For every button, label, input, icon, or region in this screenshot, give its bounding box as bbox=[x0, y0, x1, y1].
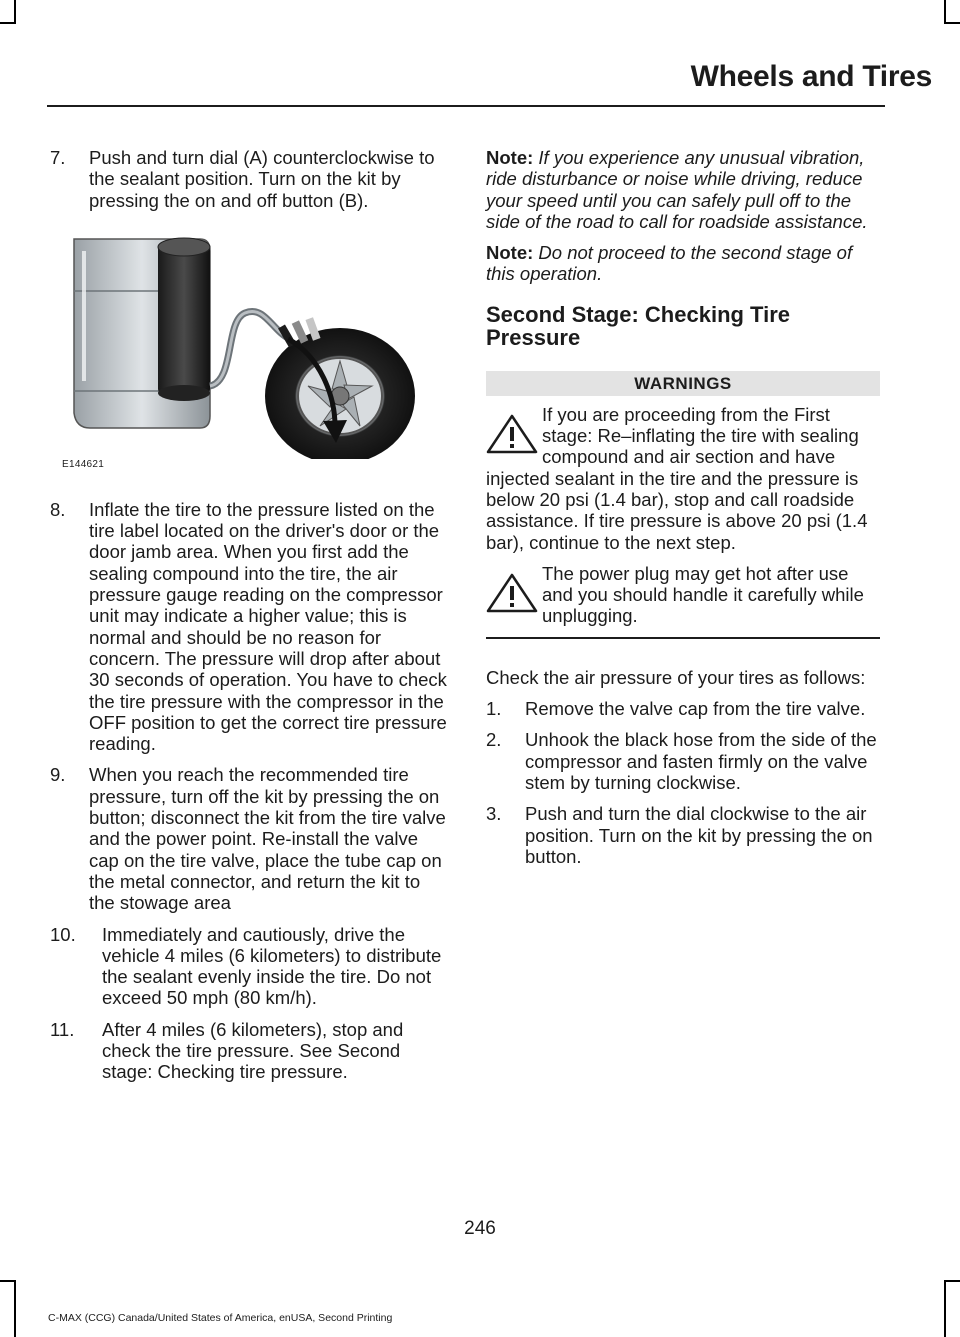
step-10 bbox=[50, 924, 448, 1009]
step-8 bbox=[50, 499, 448, 755]
step-text: Remove the valve cap from the tire valve. bbox=[525, 698, 866, 720]
crop-mark bbox=[14, 1280, 16, 1337]
step-11 bbox=[50, 1019, 448, 1083]
step-number: 7. bbox=[50, 147, 66, 168]
warning-triangle-icon bbox=[486, 573, 538, 613]
note-text: Do not proceed to the second stage of this operation. bbox=[486, 242, 853, 285]
note-label: Note: bbox=[486, 147, 534, 168]
warning-item bbox=[486, 563, 880, 627]
note-vibration bbox=[486, 147, 880, 232]
footer-text: C-MAX (CCG) Canada/United States of America, enUSA, Second Printing bbox=[48, 1312, 393, 1324]
figure-id: E144621 bbox=[62, 458, 105, 470]
header-rule bbox=[47, 105, 885, 107]
warnings-heading: WARNINGS bbox=[486, 371, 880, 396]
step-text: Immediately and cautiously, drive the vehicle 4 miles (6 kilometers) to distribute the sealant evenly inside the tire. Do not exceed 50 mph (80 km/h). bbox=[102, 923, 442, 1009]
note-second-stage bbox=[486, 242, 880, 285]
compressor-figure bbox=[50, 221, 448, 481]
section-title: Second Stage: Checking Tire Pressure bbox=[486, 301, 791, 350]
left-column bbox=[50, 147, 448, 1093]
warning-item bbox=[486, 404, 880, 553]
check-step-3 bbox=[486, 803, 880, 867]
page-title: Wheels and Tires bbox=[690, 60, 932, 93]
warning-text: The power plug may get hot after use and you should handle it carefully while unplugging. bbox=[542, 562, 864, 627]
page-number: 246 bbox=[464, 1218, 496, 1239]
step-number: 3. bbox=[486, 803, 502, 825]
step-number: 11. bbox=[50, 1018, 75, 1040]
step-text: Push and turn the dial clockwise to the air position. Turn on the kit by pressing the on button. bbox=[525, 803, 873, 867]
step-text: When you reach the recommended tire pressure, turn off the kit by pressing the on button; disconnect the kit from the tire valve and the power point. Re-install the valve cap on the tire valve, place the tube cap on the metal connector, and return the kit to the stowage area bbox=[89, 764, 446, 914]
check-step-2 bbox=[486, 729, 880, 793]
note-text: If you experience any unusual vibration, ride disturbance or noise while driving, reduce your speed until you can safely pull off to the side of the road to call for roadside assistance. bbox=[486, 147, 868, 232]
crop-mark bbox=[0, 1280, 16, 1282]
step-text: Inflate the tire to the pressure listed on the tire label located on the driver's door or the door jamb area. When you first add the sealing compound into the tire, the air pressure gauge reading on the compressor unit may indicate a higher value; this is normal and should be no reason for concern. The pressure will drop after about 30 seconds of operation. You have to check the tire pressure with the compressor in the OFF position to get the correct tire pressure reading. bbox=[89, 498, 447, 755]
step-number: 1. bbox=[486, 698, 502, 720]
step-7 bbox=[50, 147, 448, 211]
step-number: 2. bbox=[486, 729, 502, 751]
crop-mark bbox=[944, 1280, 946, 1337]
section-rule bbox=[486, 637, 880, 639]
step-number: 9. bbox=[50, 764, 66, 786]
step-text: Unhook the black hose from the side of the compressor and fasten firmly on the valve stem by turning clockwise. bbox=[525, 729, 877, 793]
crop-mark bbox=[0, 22, 16, 24]
warning-text: If you are proceeding from the First stage: Re–inflating the tire with sealing compound and air section and have injected sealant in the tire and the pressure is below 20 psi (1.4 bar), stop and call roadside assistance. If tire pressure is above 20 psi (1.4 bar), continue to the next step. bbox=[486, 403, 868, 553]
warning-triangle-icon bbox=[486, 414, 538, 454]
crop-mark bbox=[944, 22, 960, 24]
right-column bbox=[486, 147, 880, 877]
check-step-1 bbox=[486, 698, 880, 719]
step-text: Push and turn dial (A) counterclockwise to the sealant position. Turn on the kit by pressing the on and off button (B). bbox=[89, 147, 435, 211]
step-number: 8. bbox=[50, 498, 66, 520]
note-label: Note: bbox=[486, 242, 534, 264]
step-9 bbox=[50, 764, 448, 913]
crop-mark bbox=[14, 0, 16, 22]
tire-compressor-illustration bbox=[50, 221, 448, 481]
intro-text: Check the air pressure of your tires as follows: bbox=[486, 666, 866, 688]
crop-mark bbox=[944, 0, 946, 22]
step-number: 10. bbox=[50, 923, 76, 945]
step-text: After 4 miles (6 kilometers), stop and check the tire pressure. See Second stage: Checking tire pressure. bbox=[102, 1018, 404, 1083]
crop-mark bbox=[944, 1280, 960, 1282]
